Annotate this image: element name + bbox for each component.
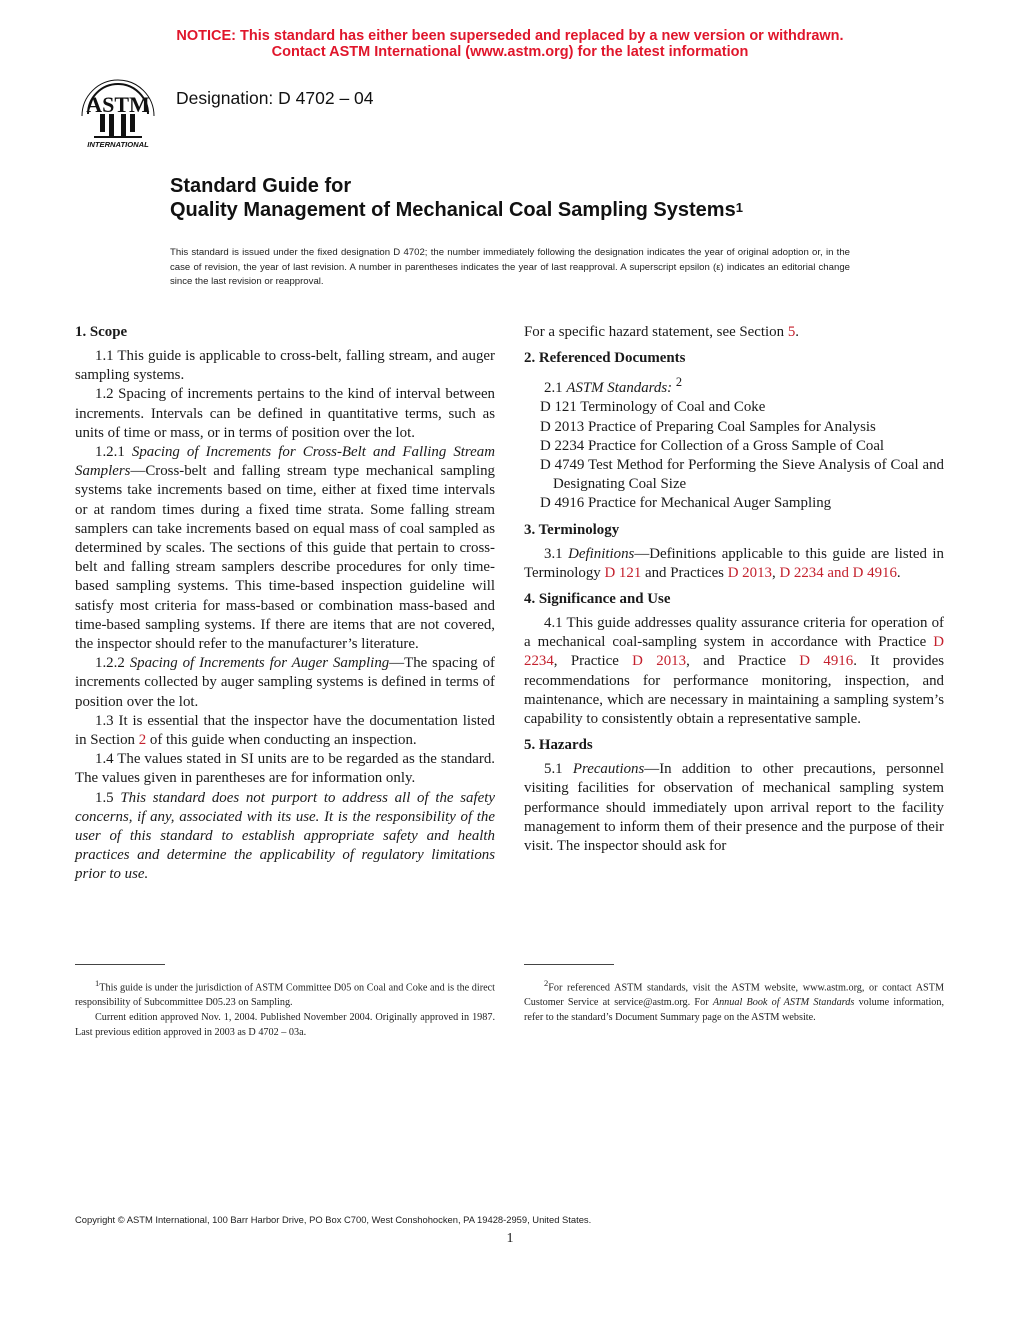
paragraph-number: 2.1 (544, 380, 563, 397)
paragraph-number: 1.2.2 (95, 655, 125, 672)
reference-d121: D 121 Terminology of Coal and Coke (540, 399, 766, 416)
paragraph-1-2-1 (75, 443, 495, 654)
footnote-2 (524, 976, 944, 1025)
paragraph-2-1 (524, 373, 944, 398)
paragraph-1-2: 1.2 Spacing of increments pertains to the kind of interval between increments. Intervals can be defined in quantitative terms, such as units of time or mass, or in terms of position over the lot. (75, 386, 495, 441)
paragraph-1-5 (75, 789, 495, 885)
footnote-2-italic: Annual Book of ASTM Standards (712, 997, 855, 1009)
link-d2234[interactable]: D 2234 and (779, 564, 849, 581)
paragraph-number: 1.2.1 (95, 444, 125, 461)
footnote-1-body: This guide is under the jurisdiction of ASTM Committee D05 on Coal and Coke and is the direct responsibility of Subcommittee D05.23 on Sampling. (75, 982, 495, 1009)
paragraph-text: —The spacing of increments collected by auger sampling systems is defined in terms of position over the lot. (75, 655, 495, 710)
footnote-2-text (524, 976, 944, 1025)
paragraph-text: and Practices (645, 564, 724, 581)
paragraph-end: . (896, 564, 901, 581)
title-line-2-text: Quality Management of Mechanical Coal Sampling Systems (170, 199, 736, 221)
paragraph-title: Precautions (572, 761, 645, 778)
link-d4916[interactable]: D 4916 (852, 564, 897, 581)
reference-d2013: D 2013 Practice of Preparing Coal Samples for Analysis (540, 418, 876, 435)
paragraph-text: . It provides recommendations for performance monitoring, inspection, and maintenance, which are necessary in maintaining a sampling system’s capability to consistently obtain a representative sample. (524, 653, 944, 728)
withdrawal-notice (0, 28, 1020, 60)
section-heading-significance: 4. Significance and Use (524, 591, 671, 607)
notice-line-1: NOTICE: This standard has either been superseded and replaced by a new version or withdrawn. (176, 28, 844, 44)
title-line-1: Standard Guide for (170, 175, 352, 197)
footnote-2-marker-bottom: 2 (544, 978, 549, 988)
section-5-link[interactable]: 5 (787, 324, 796, 340)
paragraph-1-3 (75, 712, 495, 750)
footnote-1-marker: 1 (95, 978, 100, 988)
paragraph-number: 3.1 (544, 545, 563, 562)
paragraph-number: 5.1 (544, 761, 563, 778)
footnote-1 (75, 976, 495, 1040)
footnote-rule-left (75, 964, 165, 965)
paragraph-3-1 (524, 545, 944, 583)
separator: , (771, 564, 776, 581)
paragraph-text: 1.3 It is essential that the inspector have the documentation listed in Section (75, 712, 495, 749)
footnote-rule-right (524, 964, 614, 965)
reference-d4749: D 4749 Test Method for Performing the Sieve Analysis of Coal and Designating Coal Size (540, 456, 944, 493)
link-d2234-practice[interactable]: D 2234 (524, 634, 944, 670)
page-number: 1 (506, 1231, 514, 1246)
footnote-2-body: For referenced ASTM standards, visit the ASTM website, www.astm.org, or contact ASTM Customer Service at service@astm.org. For (524, 982, 944, 1009)
section-heading-scope: 1. Scope (75, 324, 128, 340)
title-line-2 (170, 198, 743, 222)
footnote-1-text (75, 976, 495, 1010)
left-column (75, 323, 495, 885)
paragraph-5-1 (524, 760, 944, 856)
section-heading-terminology: 3. Terminology (524, 521, 620, 538)
paragraph-text: . (795, 324, 799, 340)
paragraph-text: —Cross-belt and falling stream type mechanical sampling systems take increments based on time, either at fixed time intervals or at random times during a fixed time strata. Some falling stream samplers can take increments based on equal mass of coal sampled as determined by scales. The sections of this guide that pertain to cross-belt and falling stream samplers describe procedures for only time-based sampling systems. This time-based inspection guideline will satisfy most criteria for mass-based or combination mass-based and time-based sampling systems. If there are items that are not covered, the inspector should refer to the manufacturer’s literature. (75, 463, 495, 653)
paragraph-text: of this guide when conducting an inspection. (149, 732, 417, 749)
document-title (170, 174, 743, 222)
paragraph-text: —Definitions applicable to this guide are listed in Terminology (524, 545, 944, 581)
link-d4916-practice[interactable]: D 4916 (799, 653, 854, 670)
section-heading-referenced-documents: 2. Referenced Documents (524, 350, 686, 367)
section-2-link[interactable]: 2 (138, 732, 147, 749)
footnote-1-current-edition: Current edition approved Nov. 1, 2004. Published November 2004. Originally approved in 1987. Last previous edition approved in 2003 as D 4702 – 03a. (75, 1012, 495, 1039)
paragraph-title: Definitions (568, 545, 635, 562)
designation: Designation: D 4702 – 04 (176, 88, 374, 108)
link-d2013[interactable]: D 2013 (727, 564, 772, 581)
link-d2013-practice[interactable]: D 2013 (632, 653, 687, 670)
issued-note: This standard is issued under the fixed designation D 4702; the number immediately following the designation indicates the year of original adoption or, in the case of revision, the year of last revision. A number in parentheses indicates the year of last reapproval. A superscript epsilon (ε) indicates an editorial change since the last revision or reapproval. (170, 247, 850, 287)
paragraph-title: Spacing of Increments for Cross-Belt and Falling Stream Samplers (75, 444, 495, 480)
paragraph-text: , and Practice (686, 653, 786, 670)
reference-d4916: D 4916 Practice for Mechanical Auger Sampling (540, 495, 832, 512)
paragraph-1-1: 1.1 This guide is applicable to cross-belt, falling stream, and auger sampling systems. (75, 348, 495, 384)
logo-subtext: INTERNATIONAL (87, 140, 149, 149)
footnote-2-body-end: volume information, refer to the standard’s Document Summary page on the ASTM website. (524, 997, 945, 1024)
title-footnote-marker: 1 (735, 200, 743, 215)
logo-text: ASTM (86, 92, 150, 117)
paragraph-1-5-continued (524, 323, 944, 342)
paragraph-text: For a specific hazard statement, see Section (524, 324, 785, 340)
section-heading-hazards: 5. Hazards (524, 737, 593, 754)
astm-logo (74, 74, 162, 150)
paragraph-text: , Practice (553, 653, 619, 670)
paragraph-4-1 (524, 614, 944, 729)
paragraph-text: 4.1 This guide addresses quality assurance criteria for operation of a mechanical coal-sampling system in accordance with Practice (524, 615, 944, 651)
notice-line-2: Contact ASTM International (www.astm.org) for the latest information (271, 44, 749, 60)
reference-d2234: D 2234 Practice for Collection of a Gross Sample of Coal (540, 437, 885, 454)
paragraph-1-4: 1.4 The values stated in SI units are to be regarded as the standard. The values given in parentheses are for information only. (75, 751, 495, 787)
paragraph-italic: This standard does not purport to address all of the safety concerns, if any, associated with its use. It is the responsibility of the user of this standard to establish appropriate safety and health practices and determine the applicability of regulatory limitations prior to use. (75, 789, 495, 883)
footnote-2-marker: 2 (675, 375, 683, 390)
paragraph-title: Spacing of Increments for Auger Sampling (129, 655, 390, 672)
link-d121[interactable]: D 121 (604, 564, 642, 581)
paragraph-title: ASTM Standards: (566, 380, 673, 397)
paragraph-text: —In addition to other precautions, personnel visiting facilities for observation of mechanical sampling system performance should immediately upon arrival report to the facility management to inform them of their presence and the purpose of their visit. The inspector should ask for (524, 761, 944, 855)
paragraph-1-2-2 (75, 654, 495, 712)
paragraph-number: 1.5 (95, 789, 114, 806)
copyright: Copyright © ASTM International, 100 Barr Harbor Drive, PO Box C700, West Conshohocken, PA 19428-2959, United States. (75, 1214, 592, 1225)
right-column (524, 323, 944, 856)
